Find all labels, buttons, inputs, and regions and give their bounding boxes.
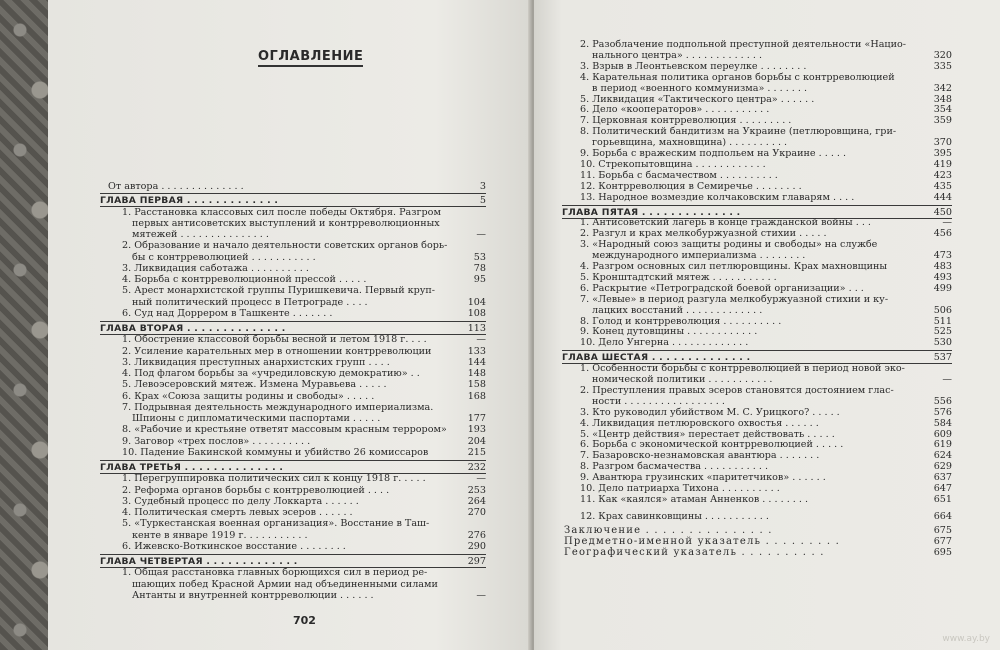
toc-entry: мятежей . . . . . . . . . . . . . . . (132, 229, 269, 240)
toc-entry: 2. Усиление карательных мер в отношении контрреволюции (122, 345, 432, 357)
page-ref: 113 (467, 323, 486, 334)
toc-entry: Заключение . . . . . . . . . . . . . . . (564, 524, 773, 536)
chapter-heading: ГЛАВА ШЕСТАЯ . . . . . . . . . . . . . . (562, 352, 751, 364)
page-ref: 335 (933, 60, 952, 72)
page-ref: 3 (479, 181, 486, 192)
chapter-heading: ГЛАВА ПЯТАЯ . . . . . . . . . . . . . . (562, 206, 741, 218)
page-ref: — (942, 374, 952, 385)
toc-entry: 5. Левоэсеровский мятеж. Измена Муравьева . . . . . (122, 379, 387, 391)
toc-entry: 10. Падение Бакинской коммуны и убийство 26 комиссаров (122, 446, 429, 458)
toc-entry: 6. Крах «Союза защиты родины и свободы» . . . . . (122, 390, 375, 402)
chapter-heading: ГЛАВА ПЕРВАЯ . . . . . . . . . . . . . (100, 195, 279, 207)
chapter-rule (562, 205, 952, 206)
toc-entry: 3. Ликвидация преступных анархистских групп . . . . (122, 356, 390, 368)
page-ref: 624 (933, 450, 952, 462)
toc-entry: 2. Преступления правых эсеров становятся достоянием глас- (580, 384, 894, 396)
toc-entry: лацких восстаний . . . . . . . . . . . . . (592, 304, 763, 316)
toc-entry: 1. Расстановка классовых сил после победы Октября. Разгром (122, 206, 441, 218)
page-ref: 664 (933, 510, 952, 522)
page-ref: 264 (467, 495, 486, 507)
page-ref: 556 (933, 395, 952, 407)
chapter-heading: ГЛАВА ТРЕТЬЯ . . . . . . . . . . . . . . (100, 462, 284, 473)
toc-entry: 13. Народное возмездие колчаковским главарям . . . . (580, 191, 855, 203)
toc-entry: 8. Разгром басмачества . . . . . . . . . . . (580, 461, 769, 473)
page-ref: — (942, 217, 952, 229)
page-number: 702 (293, 614, 316, 627)
page-ref: — (476, 473, 486, 485)
toc-entry: 1. Общая расстановка главных борющихся сил в период ре- (122, 567, 428, 579)
right-page (534, 0, 1000, 650)
page-ref: 530 (933, 337, 952, 349)
toc-entry: 6. Раскрытие «Петроградской боевой организации» . . . (580, 282, 864, 294)
toc-entry: бы с контрреволюцией . . . . . . . . . . . (132, 251, 316, 263)
toc-entry: 1. Перегруппировка политических сил к концу 1918 г. . . . . (122, 473, 426, 485)
toc-entry: номической политики . . . . . . . . . . . (592, 374, 773, 385)
page-ref: 525 (933, 326, 952, 338)
page-ref: 348 (933, 93, 952, 105)
toc-entry: ный политический процесс в Петрограде . . . . (132, 296, 368, 308)
toc-entry: первых антисоветских выступлений и контрреволюционных (132, 217, 440, 229)
toc-entry: нального центра» . . . . . . . . . . . . . (592, 49, 763, 61)
toc-entry: 5. Арест монархистской группы Пуришкевича. Первый круп- (122, 285, 436, 297)
chapter-rule (100, 321, 486, 322)
toc-entry: 2. Разгул и крах мелкобуржуазной стихии . . . . . (580, 228, 827, 240)
page-ref: 342 (933, 82, 952, 94)
page-ref: 253 (467, 484, 486, 496)
watermark: www.ay.by (942, 634, 990, 644)
toc-entry: 4. Ликвидация петлюровского охвостья . . . . . . (580, 417, 819, 429)
toc-entry: 10. Стрекопытовщина . . . . . . . . . . . . (580, 158, 766, 170)
page-ref: 619 (933, 439, 952, 451)
toc-entry: 11. Борьба с басмачеством . . . . . . . . . . (580, 169, 778, 181)
toc-entry: 3. Судебный процесс по делу Локкарта . . . . . . (122, 495, 359, 507)
page-ref: 647 (933, 483, 952, 494)
page-ref: — (476, 229, 486, 240)
page-ref: 297 (467, 556, 486, 567)
page-ref: 629 (933, 461, 952, 473)
chapter-rule (100, 554, 486, 555)
page-ref: 158 (467, 379, 486, 391)
toc-entry: 6. Суд над Доррером в Ташкенте . . . . . . . (122, 307, 333, 319)
chapter-heading: ГЛАВА ЧЕТВЕРТАЯ . . . . . . . . . . . . . (100, 556, 298, 567)
page-ref: 359 (933, 115, 952, 127)
page-ref: 215 (467, 446, 486, 458)
page-ref: 78 (473, 262, 486, 274)
page-ref: 651 (933, 493, 952, 505)
page-ref: 177 (467, 413, 486, 424)
toc-entry: 6. Ижевско-Воткинское восстание . . . . . . . . (122, 540, 346, 552)
toc-entry: Антанты и внутренней контрреволюции . . . . . . (132, 589, 374, 601)
toc-entry: 10. Дело патриарха Тихона . . . . . . . . . . (580, 483, 780, 494)
page-ref: 537 (933, 352, 952, 364)
toc-entry: кенте в январе 1919 г. . . . . . . . . . . (132, 529, 308, 541)
page-ref: 677 (933, 535, 952, 547)
page-ref: 204 (467, 435, 486, 447)
toc-entry: 1. Антисоветский лагерь в конце гражданской войны . . . (580, 217, 871, 229)
page-ref: 95 (473, 274, 486, 285)
toc-entry: 3. «Народный союз защиты родины и свободы» на службе (580, 239, 878, 251)
toc-entry: 5. «Туркестанская военная организация». Восстание в Таш- (122, 518, 430, 530)
page-ref: 584 (933, 417, 952, 429)
toc-entry: 5. «Центр действия» перестает действовать . . . . . (580, 428, 835, 440)
page-ref: 354 (933, 104, 952, 116)
page-ref: 483 (933, 261, 952, 272)
toc-entry: Предметно-именной указатель . . . . . . . . . (564, 535, 841, 547)
toc-entry: 12. Контрреволюция в Семиречье . . . . . . . . (580, 180, 802, 192)
page-ref: 53 (473, 251, 486, 263)
toc-entry: 6. Дело «кооператоров» . . . . . . . . . . . (580, 104, 770, 116)
page-ref: 232 (467, 462, 486, 473)
page-ref: 695 (933, 546, 952, 558)
toc-entry: 9. Борьба с вражеским подпольем на Украине . . . . . (580, 148, 847, 159)
toc-entry: 6. Борьба с экономической контрреволюцией . . . . . (580, 439, 844, 451)
page-ref: 576 (933, 406, 952, 418)
toc-entry: 8. Политический бандитизм на Украине (петлюровщина, гри- (580, 126, 897, 138)
page-title: ОГЛАВЛЕНИЕ (258, 49, 363, 67)
page-ref: 435 (933, 180, 952, 192)
toc-entry: 9. Конец дутовщины . . . . . . . . . . . . (580, 326, 758, 338)
page-ref: 609 (933, 428, 952, 440)
toc-entry: 7. Подрывная деятельность международного империализма. (122, 401, 434, 413)
page-ref: 5 (479, 195, 486, 207)
page-ref: 108 (467, 307, 486, 319)
toc-entry: 5. Ликвидация «Тактического центра» . . . . . . (580, 93, 815, 105)
page-ref: 133 (467, 345, 486, 357)
toc-entry: 11. Как «каялся» атаман Анненков . . . . . . . . (580, 493, 809, 505)
toc-entry: 8. Голод и контрреволюция . . . . . . . . . . (580, 315, 782, 327)
chapter-heading: ГЛАВА ВТОРАЯ . . . . . . . . . . . . . . (100, 323, 286, 334)
toc-entry: 7. Базаровско-незнамовская авантюра . . . . . . . (580, 450, 820, 462)
toc-entry: 1. Обострение классовой борьбы весной и летом 1918 г. . . . (122, 334, 427, 346)
page-ref: 473 (933, 250, 952, 262)
toc-entry: 7. Церковная контрреволюция . . . . . . . . . (580, 115, 792, 127)
toc-entry: в период «военного коммунизма» . . . . . . . (592, 82, 808, 94)
page-ref: 148 (467, 368, 486, 379)
toc-entry: Шпионы с дипломатическими паспортами . . . . . (132, 413, 381, 424)
toc-entry: 8. «Рабочие и крестьяне ответят массовым красным террором» (122, 424, 447, 436)
toc-entry: 5. Кронштадтский мятеж . . . . . . . . . . . (580, 271, 777, 283)
page-ref: — (476, 334, 486, 346)
page-ref: 506 (933, 304, 952, 316)
toc-entry: 12. Крах савинковщины . . . . . . . . . . . (580, 510, 769, 522)
toc-entry: 9. Заговор «трех послов» . . . . . . . . . . (122, 435, 311, 447)
page-ref: 499 (933, 282, 952, 294)
toc-entry: 4. Разгром основных сил петлюровщины. Крах махновщины (580, 261, 888, 272)
toc-entry: 4. Политическая смерть левых эсеров . . . . . . (122, 507, 353, 518)
left-page (48, 0, 532, 650)
page-ref: 423 (933, 169, 952, 181)
toc-entry: 4. Карательная политика органов борьбы с контрреволюцией (580, 71, 895, 83)
toc-entry: Географический указатель . . . . . . . . . . (564, 546, 825, 558)
chapter-rule (562, 350, 952, 351)
chapter-rule (100, 460, 486, 461)
page-ref: 637 (933, 472, 952, 484)
page-ref: 276 (467, 529, 486, 541)
toc-entry: 2. Образование и начало деятельности советских органов борь- (122, 240, 448, 252)
toc-entry: горьевщина, махновщина) . . . . . . . . . . (592, 137, 788, 149)
toc-entry: шающих побед Красной Армии над объединенными силами (132, 578, 438, 590)
toc-entry: 3. Кто руководил убийством М. С. Урицкого? . . . . . (580, 406, 840, 418)
page-ref: 493 (933, 271, 952, 283)
page-ref: 290 (467, 540, 486, 552)
page-ref: 144 (467, 356, 486, 368)
page-ref: 419 (933, 158, 952, 170)
toc-entry: От автора . . . . . . . . . . . . . . (108, 181, 244, 192)
page-ref: 370 (933, 137, 952, 149)
page-ref: 168 (467, 390, 486, 402)
page-ref: 193 (467, 424, 486, 436)
toc-entry: 4. Под флагом борьбы за «учредиловскую демократию» . . (122, 368, 420, 379)
page-ref: 444 (933, 191, 952, 203)
page-ref: 320 (933, 49, 952, 61)
toc-entry: 2. Разоблачение подпольной преступной деятельности «Нацио- (580, 39, 907, 50)
toc-entry: ности . . . . . . . . . . . . . . . . . (592, 395, 725, 407)
toc-entry: 1. Особенности борьбы с контрреволюцией в период новой эко- (580, 363, 905, 375)
toc-entry: 10. Дело Унгерна . . . . . . . . . . . . . (580, 337, 749, 349)
page-ref: — (476, 589, 486, 601)
toc-entry: 2. Реформа органов борьбы с контрреволюцией . . . . (122, 484, 390, 496)
page-ref: 511 (933, 315, 952, 327)
page-ref: 456 (933, 228, 952, 240)
toc-entry: 3. Ликвидация саботажа . . . . . . . . . . (122, 262, 309, 274)
toc-entry: международного империализма . . . . . . . . (592, 250, 806, 262)
page-ref: 450 (933, 206, 952, 218)
page-ref: 675 (933, 524, 952, 536)
chapter-rule (100, 193, 486, 194)
page-ref: 270 (467, 507, 486, 518)
toc-entry: 3. Взрыв в Леонтьевском переулке . . . . . . . . (580, 60, 807, 72)
page-ref: 104 (467, 296, 486, 308)
toc-entry: 4. Борьба с контрреволюционной прессой . . . . . (122, 274, 367, 285)
toc-entry: 9. Авантюра грузинских «паритетчиков» . . . . . . (580, 472, 826, 484)
page-ref: 395 (933, 148, 952, 159)
toc-entry: 7. «Левые» в период разгула мелкобуржуазной стихии и ку- (580, 293, 889, 305)
